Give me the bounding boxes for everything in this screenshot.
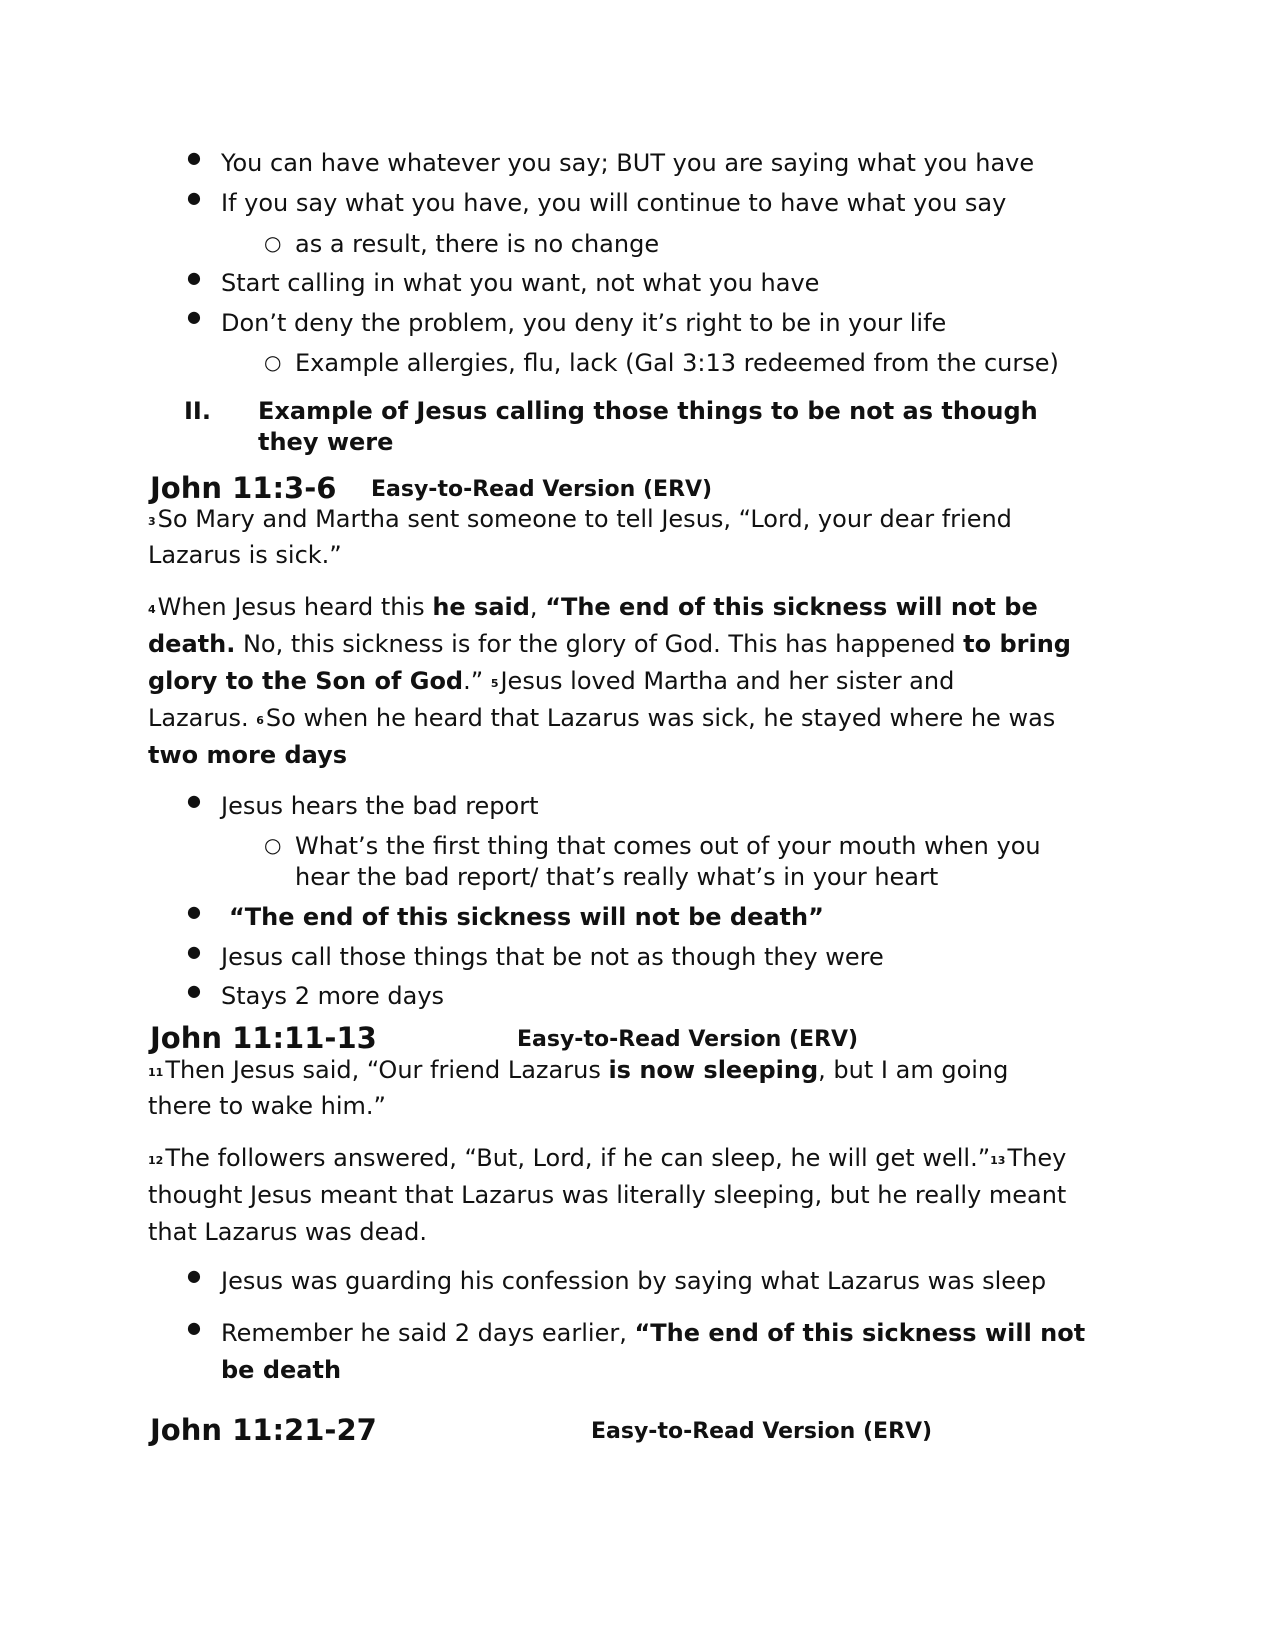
verse-line: two more days: [148, 741, 348, 769]
bullet-text: be death: [221, 1356, 342, 1384]
verse-emphasis: to bring: [963, 630, 1071, 658]
bullet-text: Start calling in what you want, not what you have: [221, 269, 820, 297]
bullet-icon: ●: [187, 268, 201, 287]
passage-reference: John 11:21-27: [150, 1413, 377, 1447]
bullet-icon: ●: [187, 307, 201, 326]
version-label: Easy-to-Read Version (ERV): [517, 1027, 859, 1052]
verse-line: there to wake him.”: [148, 1092, 386, 1120]
verse-text: Then Jesus said, “Our friend Lazarus: [165, 1056, 609, 1084]
verse-text: When Jesus heard this: [157, 593, 433, 621]
sub-bullet-icon: ○: [264, 833, 282, 857]
verse-emphasis: “The end of this sickness will not be: [545, 593, 1038, 621]
verse-emphasis: death.: [148, 630, 236, 658]
verse-number: 12: [148, 1154, 164, 1167]
bullet-icon: ●: [187, 942, 201, 961]
bullet-icon: ●: [187, 1266, 201, 1285]
passage-reference: John 11:11-13: [150, 1021, 377, 1055]
verse-emphasis: is now sleeping: [608, 1056, 819, 1084]
verse-number: 13: [990, 1154, 1006, 1167]
passage-reference: John 11:3-6: [150, 471, 337, 505]
bullet-icon: ●: [187, 981, 201, 1000]
verse-text: So Mary and Martha sent someone to tell Jesus, “Lord, your dear friend: [157, 505, 1012, 533]
section-title-line1: Example of Jesus calling those things to be not as though: [258, 397, 1038, 425]
sub-bullet-text: as a result, there is no change: [295, 230, 660, 258]
bullet-icon: ●: [187, 188, 201, 207]
sub-bullet-text: Example allergies, flu, lack (Gal 3:13 redeemed from the curse): [295, 349, 1059, 377]
verse-text: .”: [463, 667, 491, 695]
verse-line: thought Jesus meant that Lazarus was literally sleeping, but he really meant: [148, 1181, 1067, 1209]
section-title-line2: they were: [258, 428, 394, 456]
sub-bullet-icon: ○: [264, 350, 282, 374]
verse-number: 5: [490, 677, 499, 690]
sub-bullet-icon: ○: [264, 231, 282, 255]
bullet-icon: ●: [187, 791, 201, 810]
bullet-text: Don’t deny the problem, you deny it’s right to be in your life: [221, 309, 947, 337]
bullet-text-part: Remember he said 2 days earlier,: [221, 1319, 635, 1347]
sub-bullet-text: hear the bad report/ that’s really what’s in your heart: [295, 863, 939, 891]
bullet-icon: ●: [187, 148, 201, 167]
verse-text: , but I am going: [818, 1056, 1009, 1084]
verse-line: [148, 629, 1071, 659]
bullet-icon: ●: [187, 902, 201, 921]
verse-number: 6: [256, 714, 264, 727]
verse-emphasis: he said: [432, 593, 530, 621]
bullet-text: [221, 1318, 1085, 1348]
verse-line: [148, 1143, 1066, 1176]
bullet-text: If you say what you have, you will continue to have what you say: [221, 189, 1007, 217]
verse-number: 3: [148, 515, 156, 528]
verse-line: [148, 592, 1038, 625]
verse-text: No, this sickness is for the glory of God. This has happened: [235, 630, 964, 658]
verse-line: Lazarus is sick.”: [148, 541, 342, 569]
bullet-text: Jesus hears the bad report: [221, 792, 539, 820]
verse-number: 4: [148, 603, 156, 616]
verse-line: [148, 504, 1012, 537]
verse-line: [148, 703, 1055, 736]
verse-emphasis: glory to the Son of God: [148, 667, 464, 695]
verse-text: Jesus loved Martha and her sister and: [500, 667, 955, 695]
verse-number: 11: [148, 1066, 164, 1079]
bullet-text: Jesus was guarding his confession by saying what Lazarus was sleep: [221, 1267, 1047, 1295]
verse-text: ,: [529, 593, 546, 621]
verse-text: So when he heard that Lazarus was sick, he stayed where he was: [265, 704, 1056, 732]
bullet-text: Jesus call those things that be not as though they were: [221, 943, 884, 971]
sub-bullet-text: What’s the first thing that comes out of your mouth when you: [295, 832, 1041, 860]
bullet-emphasis: “The end of this sickness will not: [634, 1319, 1086, 1347]
verse-text: The followers answered, “But, Lord, if he can sleep, he will get well.”: [165, 1144, 991, 1172]
verse-line: that Lazarus was dead.: [148, 1218, 427, 1246]
version-label: Easy-to-Read Version (ERV): [371, 477, 713, 502]
bullet-text: “The end of this sickness will not be death”: [229, 903, 824, 931]
verse-line: [148, 1055, 1008, 1088]
bullet-text: You can have whatever you say; BUT you are saying what you have: [221, 149, 1035, 177]
verse-text: They: [1007, 1144, 1067, 1172]
version-label: Easy-to-Read Version (ERV): [591, 1419, 933, 1444]
verse-text: Lazarus.: [148, 704, 257, 732]
bullet-text: Stays 2 more days: [221, 982, 445, 1010]
section-numeral: II.: [184, 397, 211, 425]
verse-line: [148, 666, 954, 699]
bullet-icon: ●: [187, 1318, 201, 1337]
